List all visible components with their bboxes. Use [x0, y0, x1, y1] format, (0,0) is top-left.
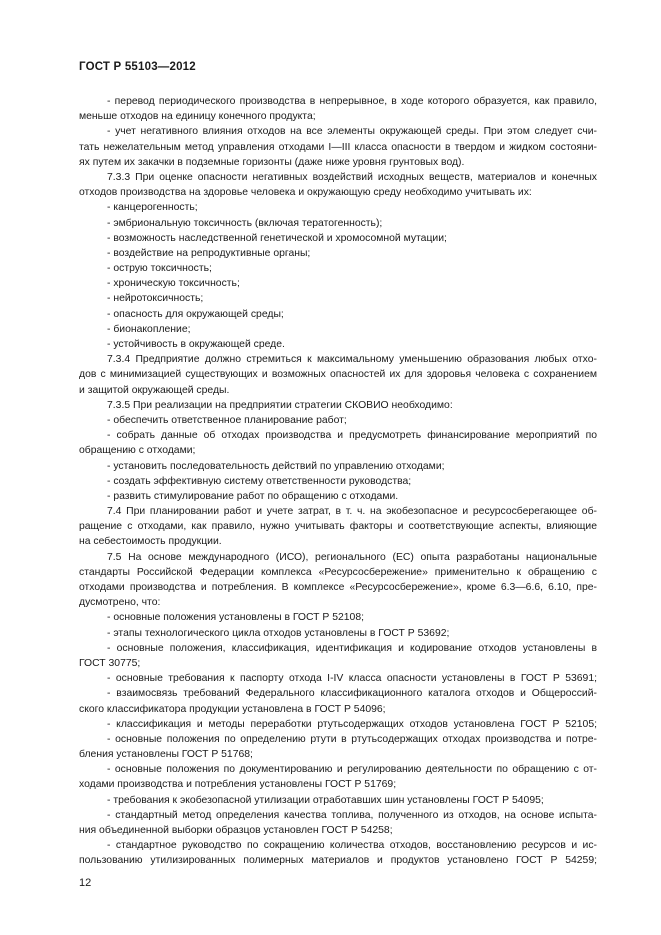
text-line: - взаимосвязь требований Федерального классификационного каталога отходов и Общероссий- — [107, 688, 597, 700]
text-line: меньше отходов на единицу конечного продукта; — [79, 111, 316, 123]
text-line: - требования к экобезопасной утилизации отработавших шин установлены ГОСТ Р 54095; — [107, 794, 544, 806]
text-line: - хроническую токсичность; — [107, 278, 240, 290]
text-line: - основные положения установлены в ГОСТ Р 52108; — [107, 612, 364, 624]
text-line: - опасность для окружающей среды; — [107, 308, 284, 320]
text-line: ях путем их закачки в подземные горизонты (даже ниже уровня грунтовых вод). — [79, 156, 465, 168]
text-line: 7.3.3 При оценке опасности негативных воздействий исходных веществ, материалов и конечных — [107, 171, 597, 183]
text-line: - воздействие на репродуктивные органы; — [107, 247, 311, 259]
text-line: - канцерогенность; — [107, 202, 198, 214]
text-line: ходами производства и потребления установлены ГОСТ Р 51769; — [79, 779, 397, 791]
text-line: - установить последовательность действий по управлению отходами; — [107, 460, 445, 472]
text-line: отходов производства на здоровье человека и окружающую среду необходимо учитывать их: — [79, 187, 532, 199]
text-line: - собрать данные об отходах производства и предусмотреть финансирование мероприятий по — [107, 430, 597, 442]
text-line: - создать эффективную систему ответственности руководства; — [107, 475, 412, 487]
text-line: - классификация и методы переработки ртутьсодержащих отходов установлена ГОСТ Р 52105; — [107, 718, 597, 730]
text-line: обращению с отходами; — [79, 445, 196, 457]
text-line: ГОСТ 30775; — [79, 657, 141, 669]
document-body — [79, 94, 597, 869]
text-line: - основные положения по определению ртути в ртутьсодержащих отходах производства и потре- — [107, 733, 597, 745]
text-line: 7.3.4 Предприятие должно стремиться к максимальному уменьшению образования любых отхо- — [107, 354, 597, 366]
text-line: - основные положения по документированию и регулированию деятельности по обращению с от- — [107, 764, 597, 776]
text-line: ращение с отходами, как правило, нужно учитывать факторы и соответствующие аспекты, влияющие — [79, 521, 597, 533]
text-line: 7.4 При планировании работ и учете затрат, в т. ч. на экобезопасное и ресурсосберегающее об- — [107, 506, 597, 518]
text-line: 7.3.5 При реализации на предприятии стратегии СКОВИО необходимо: — [107, 399, 453, 411]
text-line: - острую токсичность; — [107, 263, 212, 275]
text-line: ского классификатора продукции установлена в ГОСТ Р 54096; — [79, 703, 386, 715]
text-line: пользованию утилизированных полимерных материалов и продуктов установлено ГОСТ Р 54259; — [79, 855, 597, 867]
text-line: дусмотрено, что: — [79, 597, 161, 609]
text-line: - устойчивость в окружающей среде. — [107, 339, 285, 350]
document-header: ГОСТ Р 55103—2012 — [79, 61, 196, 73]
text-line: - основные требования к паспорту отхода I-IV класса опасности установлены в ГОСТ Р 53691; — [107, 673, 597, 685]
text-line: - стандартный метод определения качества топлива, полученного из отходов, на основе испыта- — [107, 809, 597, 821]
text-line: тать нежелательным метод управления отходами I—III класса опасности в твердом и жидком состояни- — [79, 141, 597, 153]
text-line: на себестоимость продукции. — [79, 536, 222, 548]
text-line: дов с минимизацией существующих и возможных опасностей их для здоровья человека с сохранением — [79, 369, 597, 381]
text-line: - этапы технологического цикла отходов установлены в ГОСТ Р 53692; — [107, 627, 450, 639]
text-line: - учет негативного влияния отходов на все элементы окружающей среды. При этом следует счи- — [107, 126, 597, 138]
text-line: стандарты Российской Федерации комплекса «Ресурсосбережение» применительно к обращению с — [79, 566, 597, 578]
text-line: - перевод периодического производства в непрерывное, в ходе которого образуется, как правило, — [107, 96, 597, 107]
text-line: - стандартное руководство по сокращению количества отходов, восстановлению ресурсов и ис- — [107, 840, 597, 852]
text-line: - развить стимулирование работ по обращению с отходами. — [107, 490, 399, 502]
text-line: - нейротоксичность; — [107, 293, 204, 305]
text-line: отходами производства и потребления. В комплексе «Ресурсосбережение», кроме 6.3—6.6, 6.10, пре- — [79, 582, 597, 593]
text-line: - основные положения, классификация, идентификация и кодирование отходов установлены в — [107, 642, 597, 654]
text-line: - возможность наследственной генетической и хромосомной мутации; — [107, 232, 447, 244]
text-line: - обеспечить ответственное планирование работ; — [107, 414, 347, 426]
text-line: - бионакопление; — [107, 323, 191, 335]
page-number: 12 — [79, 877, 92, 889]
text-line: 7.5 На основе международного (ИСО), регионального (ЕС) опыта разработаны национальные — [107, 551, 597, 563]
text-line: ния объединенной выборки образцов установлен ГОСТ Р 54258; — [79, 825, 393, 836]
text-line: бления установлены ГОСТ Р 51768; — [79, 749, 253, 761]
text-line: и защитой окружающей среды. — [79, 384, 230, 396]
text-line: - эмбриональную токсичность (включая тератогенность); — [107, 217, 383, 229]
